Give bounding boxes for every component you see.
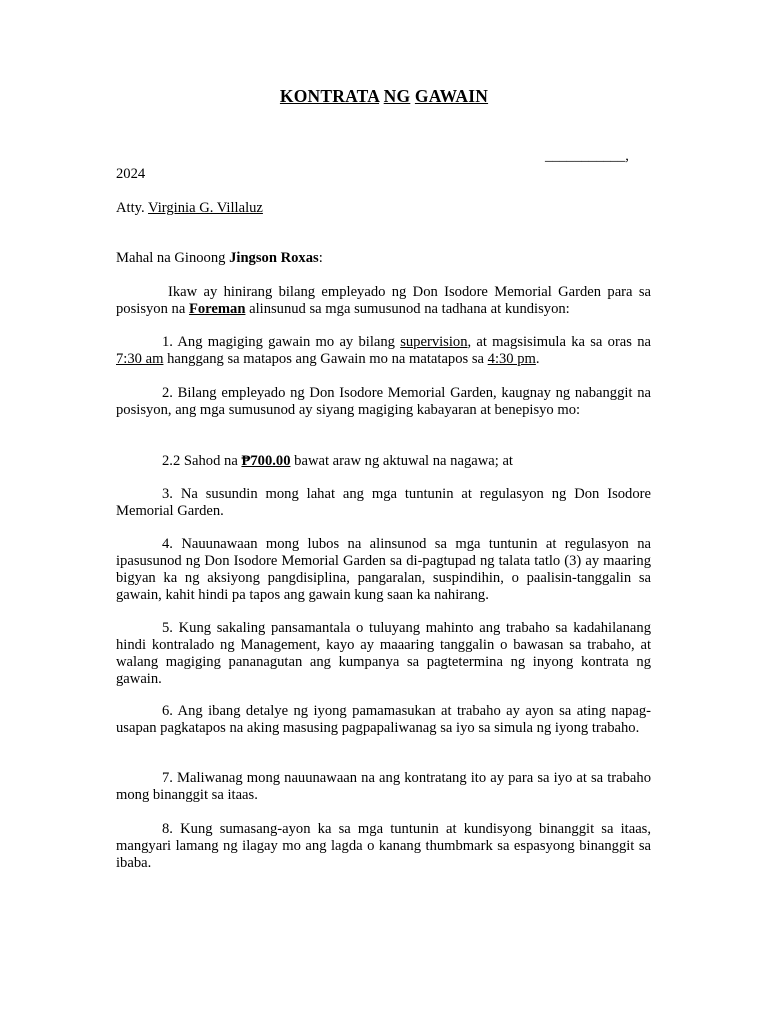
position-title: Foreman <box>188 301 246 317</box>
p5-text: 5. Kung sakaling pansamantala o tuluyang mahinto ang trabaho sa kadahilanang hindi kontralado ng Management, kayo ay maaaring tanggalin o bawasan sa trabaho, at walang magiging pananagutan ang kumpanya sa pagtetermina ng inyong kontrata ng gawain. <box>116 620 651 687</box>
p3-text: 3. Na susundin mong lahat ang mga tuntunin at regulasyon ng Don Isodore Memorial Garden. <box>116 486 651 519</box>
p4-text: 4. Nauunawaan mong lubos na alinsunod sa mga tuntunin at regulasyon na ipasusunod ng Don Isodore Memorial Garden sa di-pagtupad ng talata tatlo (3) ay maaring bigyan ka ng aksiyong pangdisiplina, pangaralan, suspindihin, o paalisin-tanggalin sa gawain, kahit hindi pa tapos ang gawain kung saan ka nahirang. <box>116 536 651 603</box>
document-title <box>0 88 768 105</box>
title-word-gawain: GAWAIN <box>414 86 489 106</box>
p1-text-b: , at magsisimula ka sa oras na <box>467 334 651 350</box>
paragraph-5 <box>116 620 651 688</box>
paragraph-1 <box>116 334 651 368</box>
title-word-ng: NG <box>383 86 411 106</box>
paragraph-8 <box>116 821 651 872</box>
p7-text: 7. Maliwanag mong nauunawaan na ang kontratang ito ay para sa iyo at sa trabaho mong binanggit sa itaas. <box>116 770 651 803</box>
attorney-prefix: Atty. <box>116 200 145 216</box>
title-word-kontrata: KONTRATA <box>279 86 380 106</box>
paragraph-2 <box>116 385 651 419</box>
p6-text: 6. Ang ibang detalye ng iyong pamamasukan at trabaho ay ayon sa ating napag-usapan pagkatapos na aking masusing pagpapaliwanag sa iyo sa simula ng iyong trabaho. <box>116 703 651 736</box>
intro-text-a: Ikaw ay hinirang bilang empleyado ng Don Isodore Memorial Garden para sa posisyon na <box>116 284 651 317</box>
intro-text-b: alinsunud sa mga sumusunod na tadhana at kundisyon: <box>245 301 570 317</box>
greeting-prefix: Mahal na Ginoong <box>116 250 230 266</box>
attorney-name: Virginia G. Villaluz <box>148 200 263 216</box>
paragraph-7 <box>116 770 651 804</box>
greeting-colon: : <box>318 250 323 266</box>
p1-text-c: hanggang sa matapos ang Gawain mo na matatapos sa <box>163 351 488 367</box>
start-time: 7:30 am <box>116 351 164 367</box>
end-time: 4:30 pm <box>487 351 536 367</box>
p1-text-d: . <box>535 351 540 367</box>
year: 2024 <box>116 166 146 182</box>
p1-text-a: 1. Ang magiging gawain mo ay bilang <box>162 334 401 350</box>
p2-2-text-a: 2.2 Sahod na <box>162 453 242 469</box>
p8-text: 8. Kung sumasang-ayon ka sa mga tuntunin at kundisyong binanggit sa itaas, mangyari lamang ng ilagay mo ang lagda o kanang thumbmark sa espasyong binanggit sa ibaba. <box>116 821 651 871</box>
salary-amount: ₱700.00 <box>241 453 291 469</box>
task-name: supervision <box>400 334 468 350</box>
p2-text: 2. Bilang empleyado ng Don Isodore Memorial Garden, kaugnay ng nabanggit na posisyon, ang mga sumusunod ay siyang magiging kabayaran at benepisyo mo: <box>116 385 651 418</box>
intro-paragraph <box>116 284 651 318</box>
paragraph-4 <box>116 536 651 604</box>
p2-2-text-b: bawat araw ng aktuwal na nagawa; at <box>290 453 513 469</box>
paragraph-3 <box>116 486 651 520</box>
paragraph-2-2 <box>116 453 651 470</box>
date-blank-line: ___________, <box>545 148 629 164</box>
greeting <box>116 250 323 267</box>
addressee-name: Jingson Roxas <box>229 250 319 266</box>
attorney-line <box>116 200 263 217</box>
paragraph-6 <box>116 703 651 737</box>
